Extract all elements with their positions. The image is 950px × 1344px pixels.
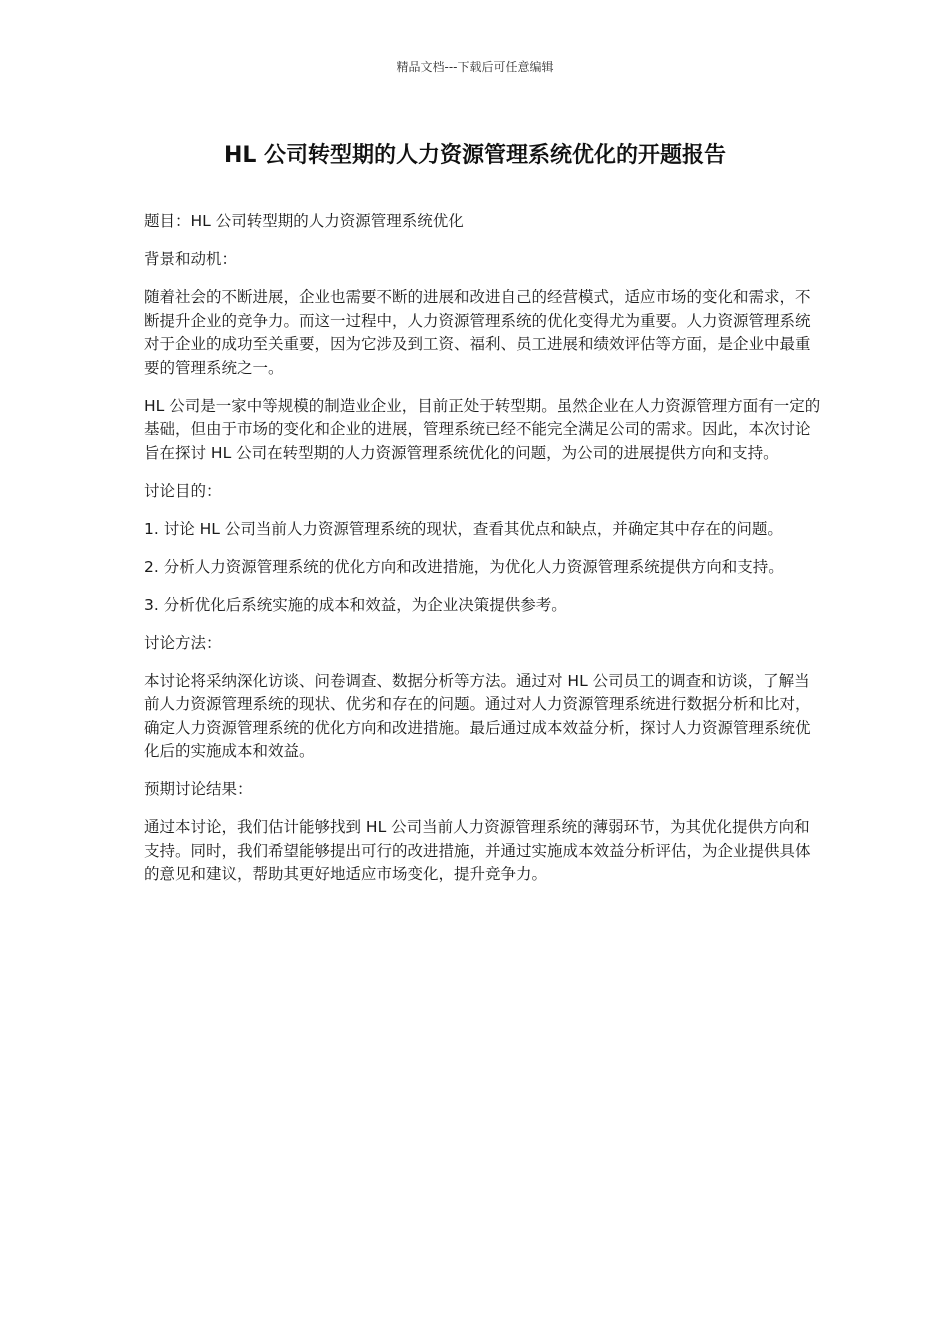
section-heading-purpose: 讨论目的： [144,481,222,500]
background-paragraph-2: HL 公司是一家中等规模的制造业企业，目前正处于转型期。虽然企业在人力资源管理方面有一定的基础，但由于市场的变化和企业的进展，管理系统已经不能完全满足公司的需求。因此，本次讨论旨在探讨 HL 公司在转型期的人力资源管理系统优化的问题，为公司的进展提供方向和支持。 [144,396,821,462]
document-title: HL 公司转型期的人力资源管理系统优化的开题报告 [223,143,727,168]
section-heading-method: 讨论方法： [144,633,222,652]
topic-line: 题目：HL 公司转型期的人力资源管理系统优化 [144,212,464,230]
expected-results-paragraph: 通过本讨论，我们估计能够找到 HL 公司当前人力资源管理系统的薄弱环节，为其优化提供方向和支持。同时，我们希望能够提出可行的改进措施，并通过实施成本效益分析评估，为企业提供具体的意见和建议，帮助其更好地适应市场变化，提升竞争力。 [144,818,811,883]
background-paragraph-1: 随着社会的不断进展，企业也需要不断的进展和改进自己的经营模式，适应市场的变化和需求，不断提升企业的竞争力。而这一过程中，人力资源管理系统的优化变得尤为重要。人力资源管理系统对于企业的成功至关重要，因为它涉及到工资、福利、员工进展和绩效评估等方面，是企业中最重要的管理系统之一。 [144,288,811,377]
section-heading-expected-results: 预期讨论结果： [144,780,253,798]
section-heading-background: 背景和动机： [144,250,238,268]
purpose-item-1: 1. 讨论 HL 公司当前人力资源管理系统的现状，查看其优点和缺点，并确定其中存在的问题。 [144,519,783,538]
purpose-item-3: 3. 分析优化后系统实施的成本和效益，为企业决策提供参考。 [144,595,567,614]
method-paragraph: 本讨论将采纳深化访谈、问卷调查、数据分析等方法。通过对 HL 公司员工的调查和访谈，了解当前人力资源管理系统的现状、优劣和存在的问题。通过对人力资源管理系统进行数据分析和比对，确定人力资源管理系统的优化方向和改进措施。最后通过成本效益分析，探讨人力资源管理系统优化后的实施成本和效益。 [144,671,811,760]
document-body [144,210,824,901]
page-header: 精品文档---下载后可任意编辑 [396,60,554,74]
purpose-item-2: 2. 分析人力资源管理系统的优化方向和改进措施，为优化人力资源管理系统提供方向和支持。 [144,557,784,576]
